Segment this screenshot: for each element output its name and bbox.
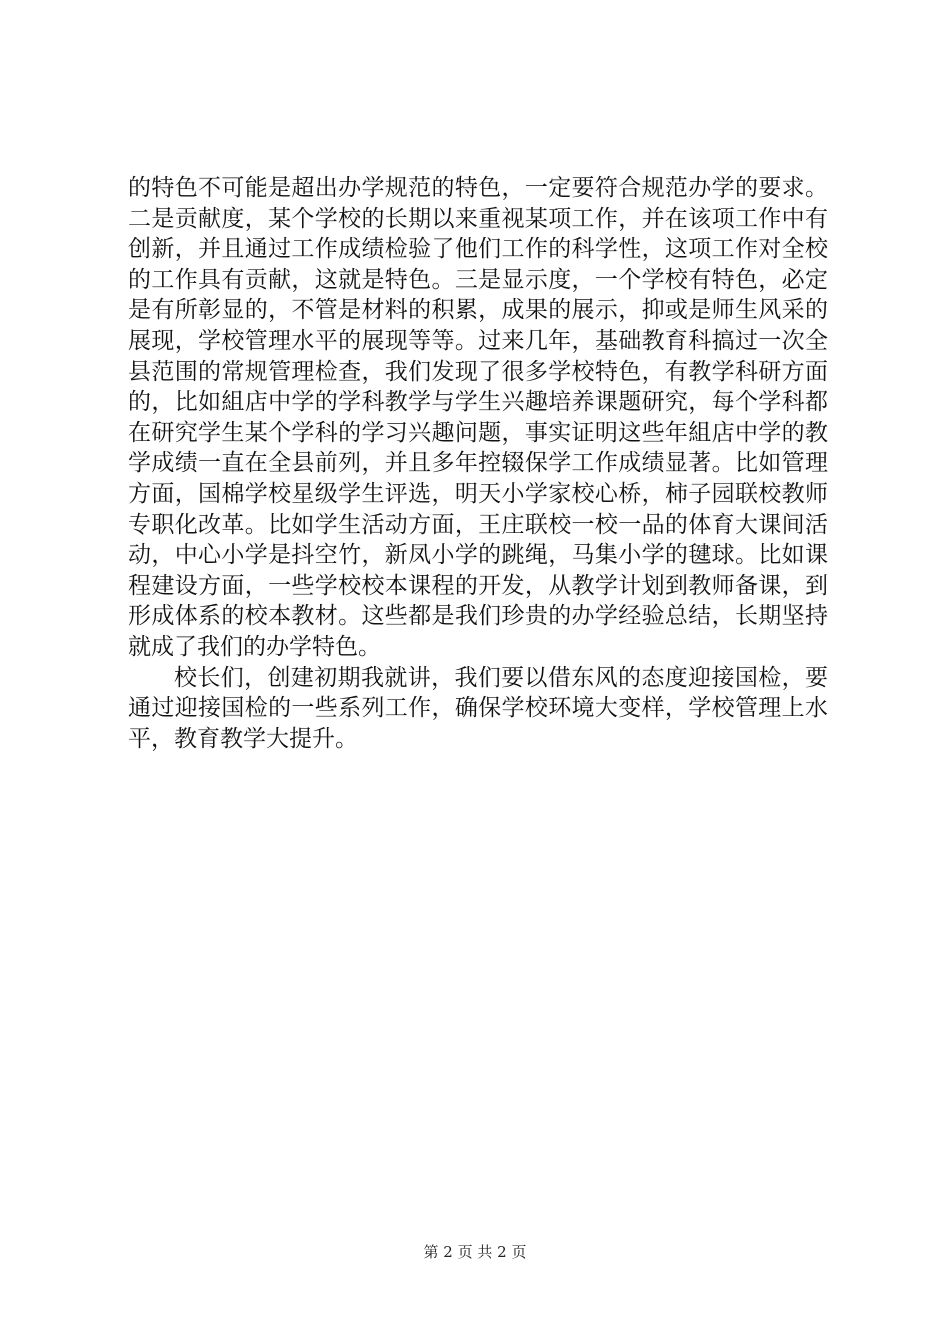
body-paragraph-2: 校长们，创建初期我就讲，我们要以借东风的态度迎接国检，要通过迎接国检的一些系列工作，确保学校环境大变样，学校管理上水平，教育教学大提升。 (128, 664, 828, 752)
body-paragraph-1: 的特色不可能是超出办学规范的特色，一定要符合规范办学的要求。二是贡献度，某个学校的长期以来重视某项工作，并在该项工作中有创新，并且通过工作成绩检验了他们工作的科学性，这项工作对全校的工作具有贡献，这就是特色。三是显示度，一个学校有特色，必定是有所彰显的，不管是材料的积累，成果的展示，抑或是师生风采的展现，学校管理水平的展现等等。过来几年，基础教育科搞过一次全县范围的常规管理检查，我们发现了很多学校特色，有教学科研方面的，比如組店中学的学科教学与学生兴趣培养课题研究，每个学科都在研究学生某个学科的学习兴趣问题，事实证明这些年組店中学的教学成绩一直在全县前列，并且多年控辍保学工作成绩显著。比如管理方面，国棉学校星级学生评选，明天小学家校心桥，柿子园联校教师专职化改革。比如学生活动方面，王庄联校一校一品的体育大课间活动，中心小学是抖空竹，新凤小学的跳绳，马集小学的毽球。比如课程建设方面，一些学校校本课程的开发，从教学计划到教师备课，到形成体系的校本教材。这些都是我们珍贵的办学经验总结，长期坚持就成了我们的办学特色。 (128, 175, 828, 660)
page-footer (0, 1242, 950, 1262)
page-number-label: 第 2 页 共 2 页 (423, 1243, 527, 1261)
document-body (128, 173, 828, 754)
